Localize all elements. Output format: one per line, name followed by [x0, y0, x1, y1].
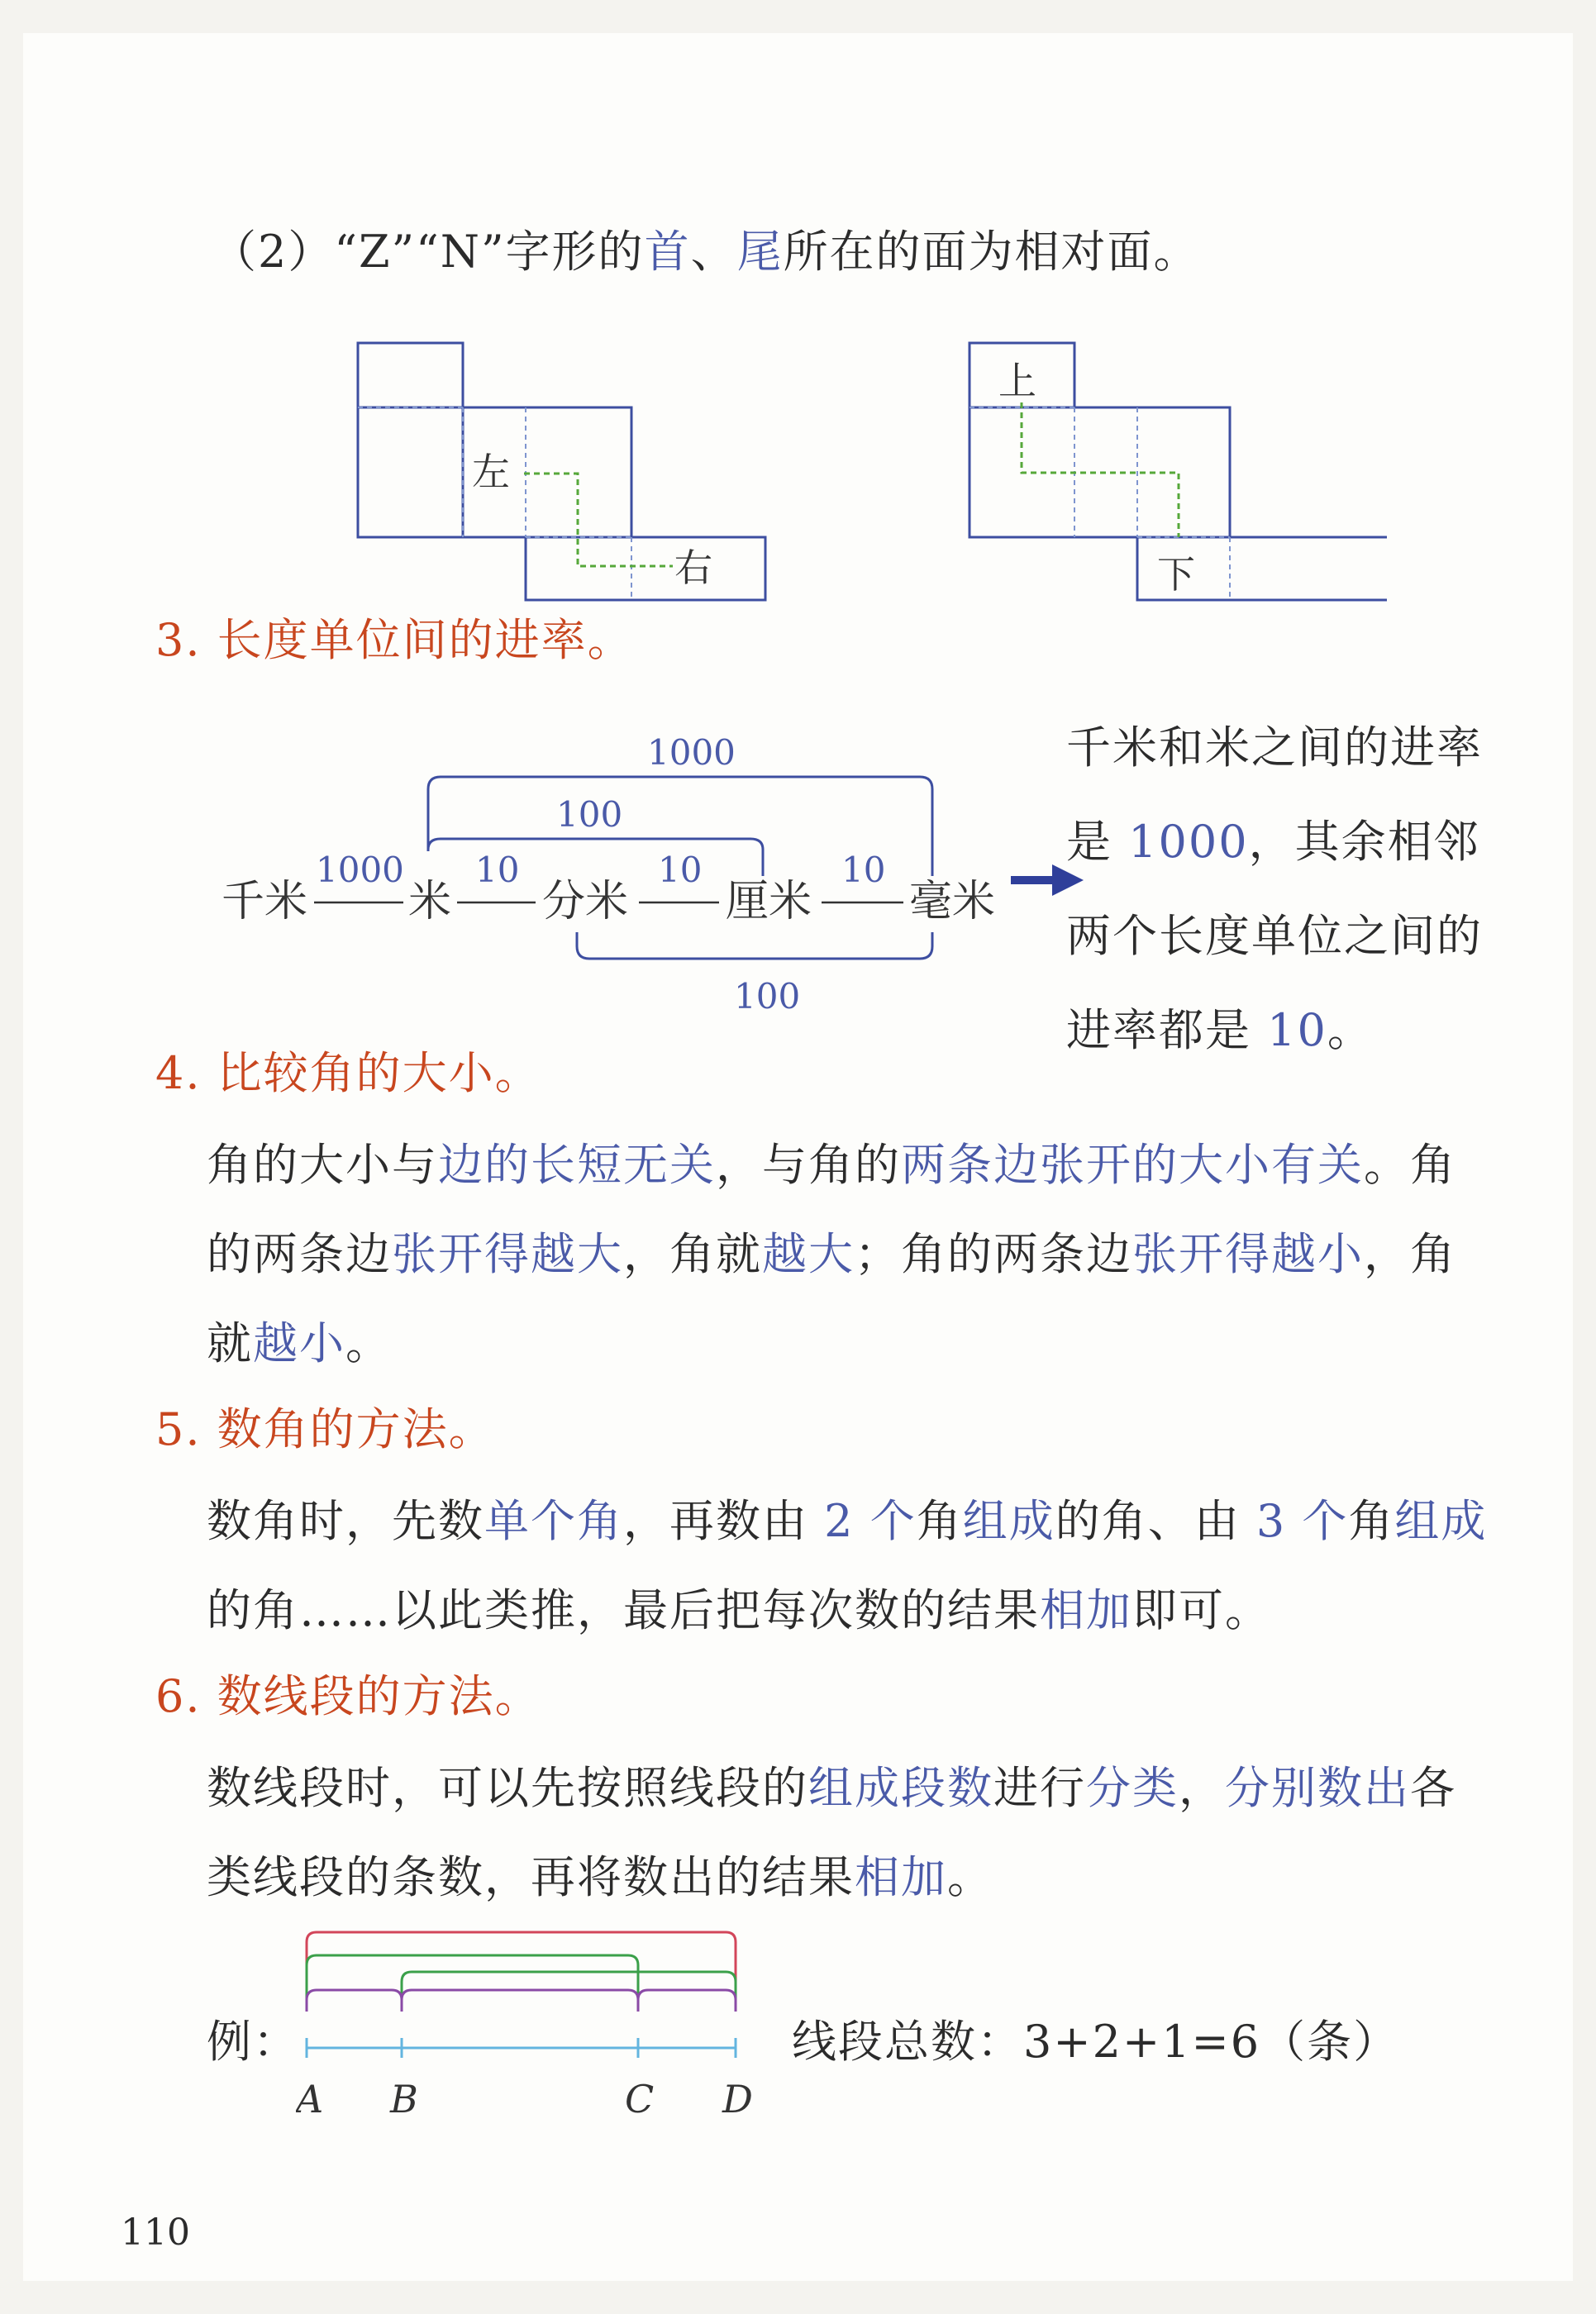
- s4-2a: 的两条边: [207, 1228, 392, 1280]
- unit-mm: 毫米: [909, 877, 996, 926]
- example-label: 例：: [207, 2016, 299, 2068]
- unit-m: 米: [408, 877, 452, 926]
- s4-1c: ，与角的: [716, 1139, 901, 1191]
- s6-2c: 。: [947, 1851, 993, 1903]
- unit-km: 千米: [222, 877, 308, 926]
- note-4c: 。: [1327, 1004, 1374, 1056]
- brace-top-inner-label: 100: [556, 794, 623, 835]
- sec2-text-2: 、: [690, 226, 737, 278]
- s6-1e: ，: [1179, 1762, 1225, 1814]
- textbook-page: [23, 33, 1573, 2281]
- cube-net-left: [329, 302, 775, 607]
- s5-1i: 角: [1348, 1495, 1395, 1547]
- point-a: A: [296, 2077, 324, 2121]
- s6-1b: 组成段数: [808, 1762, 993, 1814]
- s4-2f: 张开得越小: [1132, 1228, 1364, 1280]
- sec6-line-1: [207, 1753, 1456, 1816]
- point-d: D: [722, 2077, 753, 2121]
- label-left: 左: [472, 450, 510, 494]
- sec5-title: 5. 数角的方法。: [155, 1403, 495, 1455]
- s4-2e: ；角的两条边: [855, 1228, 1132, 1280]
- note-4b: 10: [1267, 1004, 1327, 1056]
- sec2-text-1: （2）“Z”“N”字形的: [212, 226, 645, 278]
- s4-2g: ，角: [1364, 1228, 1456, 1280]
- s4-3a: 就: [207, 1317, 253, 1369]
- s5-1b: 单个角: [484, 1495, 623, 1547]
- s5-1g: 的角、由: [1055, 1495, 1256, 1547]
- s5-2c: 即可。: [1132, 1584, 1271, 1636]
- s4-3c: 。: [345, 1317, 392, 1369]
- sec6-line-2: [207, 1842, 993, 1906]
- point-c: C: [625, 2077, 655, 2121]
- s4-2b: 张开得越大: [392, 1228, 623, 1280]
- s5-1d: 2 个: [824, 1495, 917, 1547]
- s6-1c: 进行: [993, 1762, 1086, 1814]
- sec3-note-3: 两个长度单位之间的: [1066, 910, 1483, 962]
- sec5-line-2: [207, 1575, 1271, 1639]
- page-number: 110: [121, 2212, 190, 2254]
- sec6-title: 6. 数线段的方法。: [155, 1670, 541, 1722]
- sec4-line-1: [207, 1130, 1456, 1193]
- unit-cm: 厘米: [726, 877, 812, 926]
- rate-km-m: 1000: [316, 850, 404, 890]
- s4-2d: 越大: [762, 1228, 855, 1280]
- s4-1e: 。角: [1364, 1139, 1456, 1191]
- s4-1a: 角的大小与: [207, 1139, 438, 1191]
- s6-1d: 分类: [1086, 1762, 1179, 1814]
- note-4a: 进率都是: [1066, 1004, 1268, 1056]
- s5-1c: ，再数由: [623, 1495, 825, 1547]
- length-units-diagram: [188, 711, 1015, 1041]
- rate-m-dm: 10: [475, 850, 520, 890]
- sec3-note-4: [1066, 995, 1374, 1059]
- s4-1d: 两条边张开的大小有关: [901, 1139, 1364, 1191]
- sec2-highlight-tail: 尾: [736, 226, 784, 278]
- brace-top-outer-label: 1000: [647, 732, 736, 773]
- s5-1a: 数角时，先数: [207, 1495, 484, 1547]
- sec3-note-1: 千米和米之间的进率: [1066, 721, 1483, 774]
- s6-1a: 数线段时，可以先按照线段的: [207, 1762, 808, 1814]
- s5-2a: 的角……以此类推，最后把每次数的结果: [207, 1584, 1040, 1636]
- s4-1b: 边的长短无关: [438, 1139, 716, 1191]
- sec2-highlight-head: 首: [644, 226, 691, 278]
- sec4-title: 4. 比较角的大小。: [155, 1047, 541, 1099]
- s4-2c: ，角就: [623, 1228, 762, 1280]
- s4-3b: 越小: [253, 1317, 345, 1369]
- rate-dm-cm: 10: [658, 850, 703, 890]
- note-2c: ，其余相邻: [1248, 816, 1480, 868]
- s6-1f: 分别数出: [1225, 1762, 1410, 1814]
- label-bottom: 下: [1157, 552, 1195, 597]
- brace-bottom-label: 100: [734, 976, 801, 1017]
- s5-1j: 组成: [1394, 1495, 1488, 1547]
- sec2-statement: [212, 217, 1200, 280]
- s5-1h: 3 个: [1255, 1495, 1349, 1547]
- sec4-line-3: [207, 1308, 392, 1372]
- sec3-note-2: [1066, 807, 1480, 870]
- segment-total: 线段总数：3+2+1=6（条）: [792, 2016, 1400, 2068]
- label-right: 右: [674, 545, 712, 590]
- label-top: 上: [998, 359, 1036, 403]
- sec2-text-3: 所在的面为相对面。: [783, 226, 1200, 278]
- s6-2a: 类线段的条数，再将数出的结果: [207, 1851, 855, 1903]
- note-2a: 是: [1066, 816, 1129, 868]
- unit-dm: 分米: [542, 877, 629, 926]
- s5-1e: 角: [916, 1495, 963, 1547]
- s5-1f: 组成: [962, 1495, 1055, 1547]
- sec4-line-2: [207, 1219, 1456, 1283]
- sec5-line-1: [207, 1486, 1487, 1550]
- sec3-title: 3. 长度单位间的进率。: [155, 614, 634, 666]
- segment-diagram: [296, 1917, 792, 2149]
- s6-2b: 相加: [855, 1851, 947, 1903]
- s5-2b: 相加: [1040, 1584, 1132, 1636]
- cube-net-right: [941, 302, 1387, 607]
- rate-cm-mm: 10: [841, 850, 886, 890]
- s6-1g: 各: [1410, 1762, 1456, 1814]
- point-b: B: [390, 2077, 418, 2121]
- note-2b: 1000: [1128, 816, 1249, 868]
